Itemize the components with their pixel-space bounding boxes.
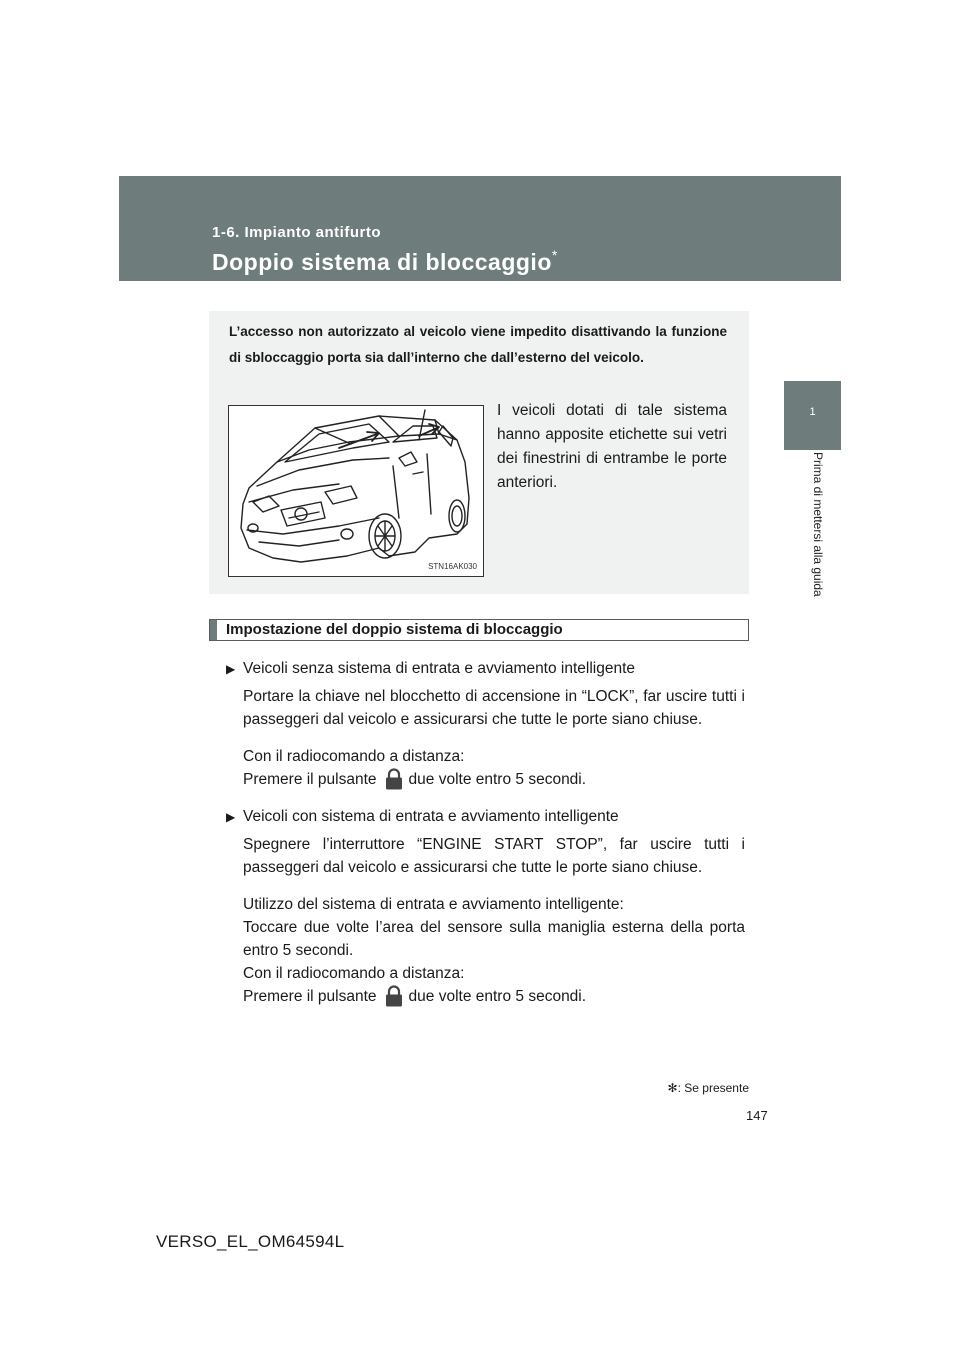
chapter-tab: 1	[784, 381, 841, 450]
subheading-box	[209, 619, 749, 641]
press-after: due volte entro 5 secondi.	[408, 771, 587, 788]
remote-instruction	[243, 745, 745, 791]
press-after: due volte entro 5 secondi.	[408, 988, 587, 1005]
press-instruction	[243, 985, 745, 1008]
remote-label: Con il radiocomando a distanza:	[243, 748, 465, 765]
intro-box	[209, 311, 749, 594]
instructions	[226, 657, 745, 1022]
lock-icon	[385, 985, 403, 1007]
header-band	[119, 176, 841, 281]
optional-mark: *	[551, 247, 558, 263]
press-before: Premere il pulsante	[243, 771, 377, 788]
bullet-without-smart-key	[226, 657, 745, 681]
footnote-text: : Se presente	[677, 1081, 749, 1095]
car-illustration	[228, 405, 484, 577]
paragraph: Portare la chiave nel blocchetto di accensione in “LOCK”, far uscire tutti i passeggeri dal veicolo e assicurarsi che tutte le porte siano chiuse.	[243, 688, 745, 728]
triangle-bullet-icon: ▶	[226, 662, 236, 676]
smart-instruction	[243, 893, 745, 1008]
intro-text: L’accesso non autorizzato al veicolo viene impedito disattivando la funzione di sbloccaggio porta sia dall’interno che dall’esterno del veicolo.	[229, 324, 727, 365]
page-title	[212, 249, 558, 276]
smart-text: Toccare due volte l’area del sensore sulla maniglia esterna della porta entro 5 secondi.	[243, 919, 745, 959]
remote-label: Con il radiocomando a distanza:	[243, 965, 465, 982]
section-label: 1-6. Impianto antifurto	[212, 224, 381, 241]
label-note: I veicoli dotati di tale sistema hanno apposite etichette sui vetri dei finestrini di entrambe le porte anteriori.	[497, 402, 727, 491]
bullet-text: Veicoli con sistema di entrata e avviamento intelligente	[243, 808, 619, 825]
document-code: VERSO_EL_OM64594L	[156, 1232, 345, 1251]
page-title-text: Doppio sistema di bloccaggio	[212, 249, 552, 275]
subheading-text: Impostazione del doppio sistema di bloccaggio	[226, 621, 563, 638]
lock-icon	[385, 768, 403, 790]
footnote-mark: ✻	[667, 1081, 678, 1095]
footnote	[668, 1081, 749, 1095]
bullet-with-smart-key	[226, 805, 745, 829]
press-instruction	[243, 768, 745, 791]
car-drawing	[229, 406, 483, 576]
smart-label: Utilizzo del sistema di entrata e avviamento intelligente:	[243, 896, 624, 913]
page-number: 147	[746, 1108, 768, 1123]
paragraph: Spegnere l’interruttore “ENGINE START STOP”, far uscire tutti i passeggeri dal veicolo e assicurarsi che tutte le porte siano chiuse.	[243, 836, 745, 876]
bullet-text: Veicoli senza sistema di entrata e avviamento intelligente	[243, 660, 636, 677]
press-before: Premere il pulsante	[243, 988, 377, 1005]
triangle-bullet-icon: ▶	[226, 810, 236, 824]
chapter-label: Prima di mettersi alla guida	[811, 452, 825, 597]
figure-code: STN16AK030	[428, 562, 477, 571]
